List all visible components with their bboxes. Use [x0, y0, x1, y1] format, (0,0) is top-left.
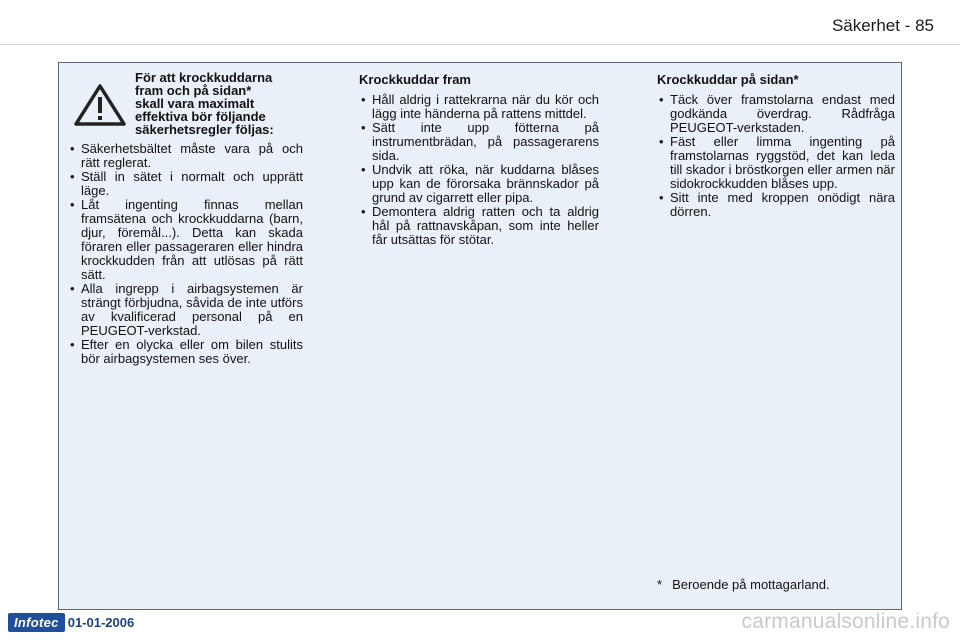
list-item: • Demontera aldrig ratten och ta aldrig hål på rattnavskåpan, som inte heller får utsättas för stötar. [359, 205, 599, 247]
section-title: Krockkuddar fram [359, 72, 471, 87]
footnote [657, 577, 830, 592]
warning-title-line: skall vara maximalt [135, 96, 255, 111]
list-item: • Håll aldrig i rattekrarna när du kör och lägg inte händerna på rattens mittdel. [359, 93, 599, 121]
warning-block [65, 71, 303, 136]
right-column [657, 73, 895, 219]
list-item: • Efter en olycka eller om bilen stulits bör airbagsystemen ses över. [65, 338, 303, 366]
safety-rules-list [65, 142, 303, 366]
warning-triangle-icon [73, 83, 127, 127]
middle-column [359, 73, 599, 247]
footer [0, 613, 134, 632]
footer-date: 01-01-2006 [67, 615, 135, 630]
warning-title-line: fram och på sidan* [135, 83, 252, 98]
footnote-marker: * [657, 577, 663, 592]
warning-title [135, 71, 274, 136]
footnote-text: Beroende på mottagarland. [672, 577, 830, 592]
list-item: • Säkerhetsbältet måste vara på och rätt reglerat. [65, 142, 303, 170]
list-item: • Låt ingenting finnas mellan framsätena och krockkuddarna (barn, djur, föremål...). Detta kan skada föraren eller passageraren eller hindra krockkudden från att utlösas på rätt sätt. [65, 198, 303, 282]
list-item: • Alla ingrepp i airbagsystemen är strängt förbjudna, såvida de inte utförs av kvalificerad personal på en PEUGEOT-verkstad. [65, 282, 303, 338]
content-panel [58, 62, 902, 610]
warning-title-line: effektiva bör följande [135, 109, 266, 124]
header-divider [0, 44, 960, 45]
left-column [65, 71, 303, 366]
warning-title-line: säkerhetsregler följas: [135, 122, 274, 137]
page-header: Säkerhet - 85 [831, 16, 934, 35]
list-item: • Sätt inte upp fötterna på instrumentbrädan, på passagerarens sida. [359, 121, 599, 163]
warning-title-line: För att krockkuddarna [135, 70, 273, 85]
watermark: carmanualsonline.info [741, 610, 950, 633]
list-item: • Undvik att röka, när kuddarna blåses upp kan de förorsaka brännskador på grund av cigarrett eller pipa. [359, 163, 599, 205]
list-item: • Ställ in sätet i normalt och upprätt läge. [65, 170, 303, 198]
list-item: • Fäst eller limma ingenting på framstolarnas ryggstöd, det kan leda till skador i bröstkorgen eller armen när sidokrockkudden blåses upp. [657, 135, 895, 191]
side-airbag-list [657, 93, 895, 219]
front-airbag-list [359, 93, 599, 247]
list-item: • Sitt inte med kroppen onödigt nära dörren. [657, 191, 895, 219]
section-title: Krockkuddar på sidan* [657, 72, 799, 87]
infotec-logo: Infotec [8, 613, 65, 632]
list-item: • Täck över framstolarna endast med godkända överdrag. Rådfråga PEUGEOT-verkstaden. [657, 93, 895, 135]
